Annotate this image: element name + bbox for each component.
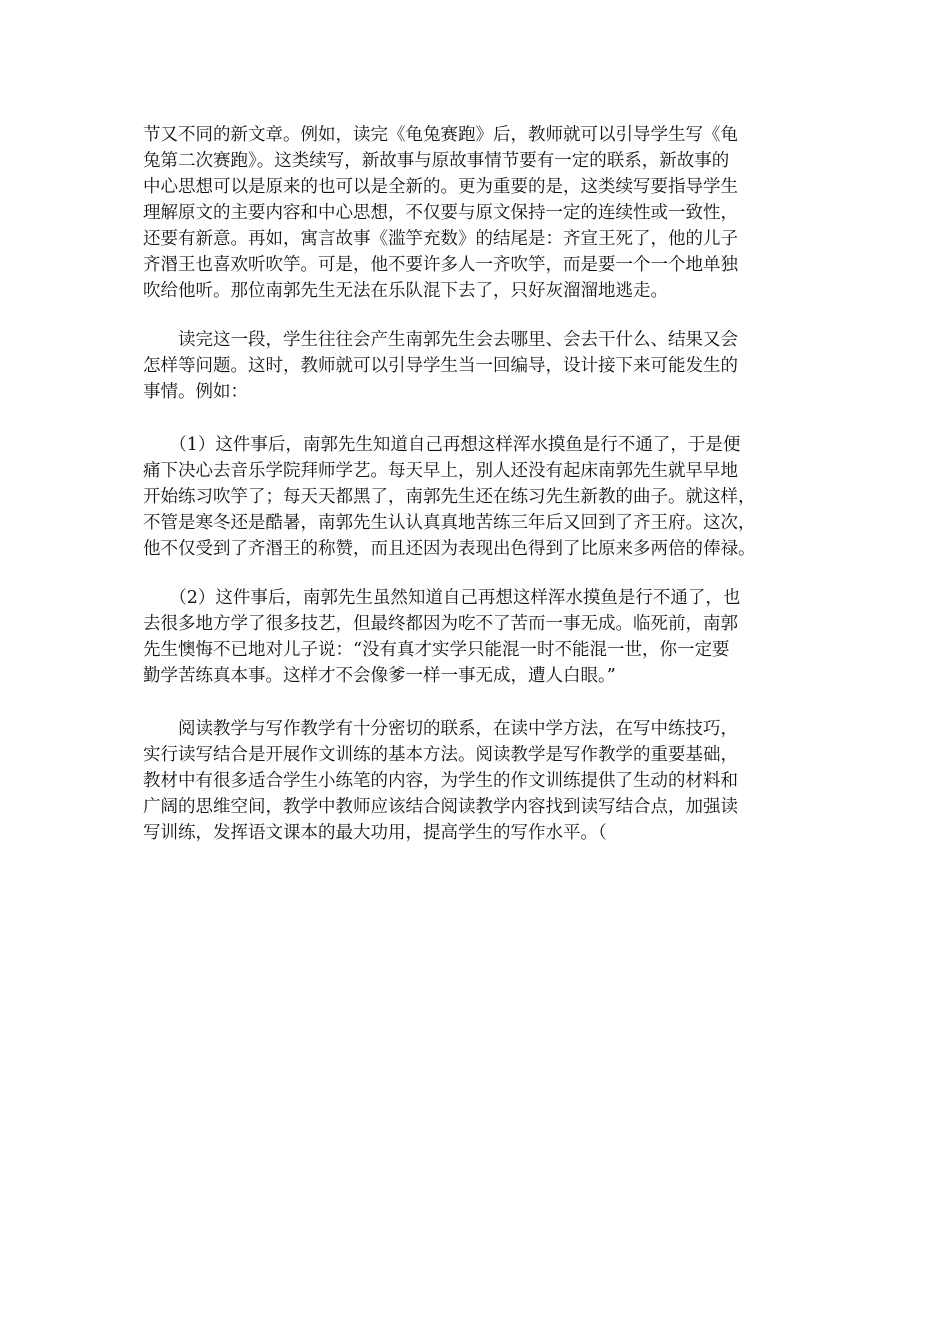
- text-line: 还要有新意。再如，寓言故事《滥竽充数》的结尾是：齐宣王死了，他的儿子: [143, 229, 738, 249]
- text-line: 读完这一段，学生往往会产生南郭先生会去哪里、会去干什么、结果又会: [143, 330, 738, 350]
- text-line: 痛下决心去音乐学院拜师学艺。每天早上，别人还没有起床南郭先生就早早地: [143, 461, 738, 481]
- text-line: 阅读教学与写作教学有十分密切的联系，在读中学方法，在写中练技巧，: [143, 719, 738, 739]
- text-line: 广阔的思维空间，教学中教师应该结合阅读教学内容找到读写结合点，加强读: [143, 797, 738, 817]
- text-line: 勤学苦练真本事。这样才不会像爹一样一事无成，遭人白眼。”: [143, 666, 616, 686]
- paragraph-continuation-writing: [143, 122, 809, 304]
- paragraph-reading-questions: [143, 327, 809, 405]
- paragraph-example-1: [143, 432, 809, 562]
- text-line: 节又不同的新文章。例如，读完《龟兔赛跑》后，教师就可以引导学生写《龟: [143, 125, 738, 145]
- text-line: 中心思想可以是原来的也可以是全新的。更为重要的是，这类续写要指导学生: [143, 177, 738, 197]
- paragraph-conclusion: [143, 716, 809, 846]
- text-line: 齐湣王也喜欢听吹竽。可是，他不要许多人一齐吹竽，而是要一个一个地单独: [143, 255, 738, 275]
- text-line: 教材中有很多适合学生小练笔的内容，为学生的作文训练提供了生动的材料和: [143, 771, 738, 791]
- text-line: 开始练习吹竽了；每天天都黑了，南郭先生还在练习先生新教的曲子。就这样，: [143, 487, 756, 507]
- text-line: 理解原文的主要内容和中心思想，不仅要与原文保持一定的连续性或一致性，: [143, 203, 738, 223]
- text-line: 事情。例如：: [143, 382, 248, 402]
- text-line: （2）这件事后，南郭先生虽然知道自己再想这样浑水摸鱼是行不通了，也: [143, 588, 741, 608]
- text-line: 去很多地方学了很多技艺，但最终都因为吃不了苦而一事无成。临死前，南郭: [143, 614, 738, 634]
- text-line: 写训练，发挥语文课本的最大功用，提高学生的写作水平。（: [143, 823, 607, 843]
- text-line: 先生懊悔不已地对儿子说：“没有真才实学只能混一时不能混一世，你一定要: [143, 640, 730, 660]
- text-line: 他不仅受到了齐湣王的称赞，而且还因为表现出色得到了比原来多两倍的俸禄。: [143, 539, 756, 559]
- text-line: （1）这件事后，南郭先生知道自己再想这样浑水摸鱼是行不通了，于是便: [143, 435, 741, 455]
- document-body: [143, 122, 809, 846]
- text-line: 兔第二次赛跑》。这类续写，新故事与原故事情节要有一定的联系，新故事的: [143, 151, 730, 171]
- text-line: 吹给他听。那位南郭先生无法在乐队混下去了，只好灰溜溜地逃走。: [143, 281, 668, 301]
- text-line: 实行读写结合是开展作文训练的基本方法。阅读教学是写作教学的重要基础，: [143, 745, 738, 765]
- text-line: 怎样等问题。这时，教师就可以引导学生当一回编导，设计接下来可能发生的: [143, 356, 738, 376]
- paragraph-example-2: [143, 585, 809, 689]
- text-line: 不管是寒冬还是酷暑，南郭先生认认真真地苦练三年后又回到了齐王府。这次，: [143, 513, 756, 533]
